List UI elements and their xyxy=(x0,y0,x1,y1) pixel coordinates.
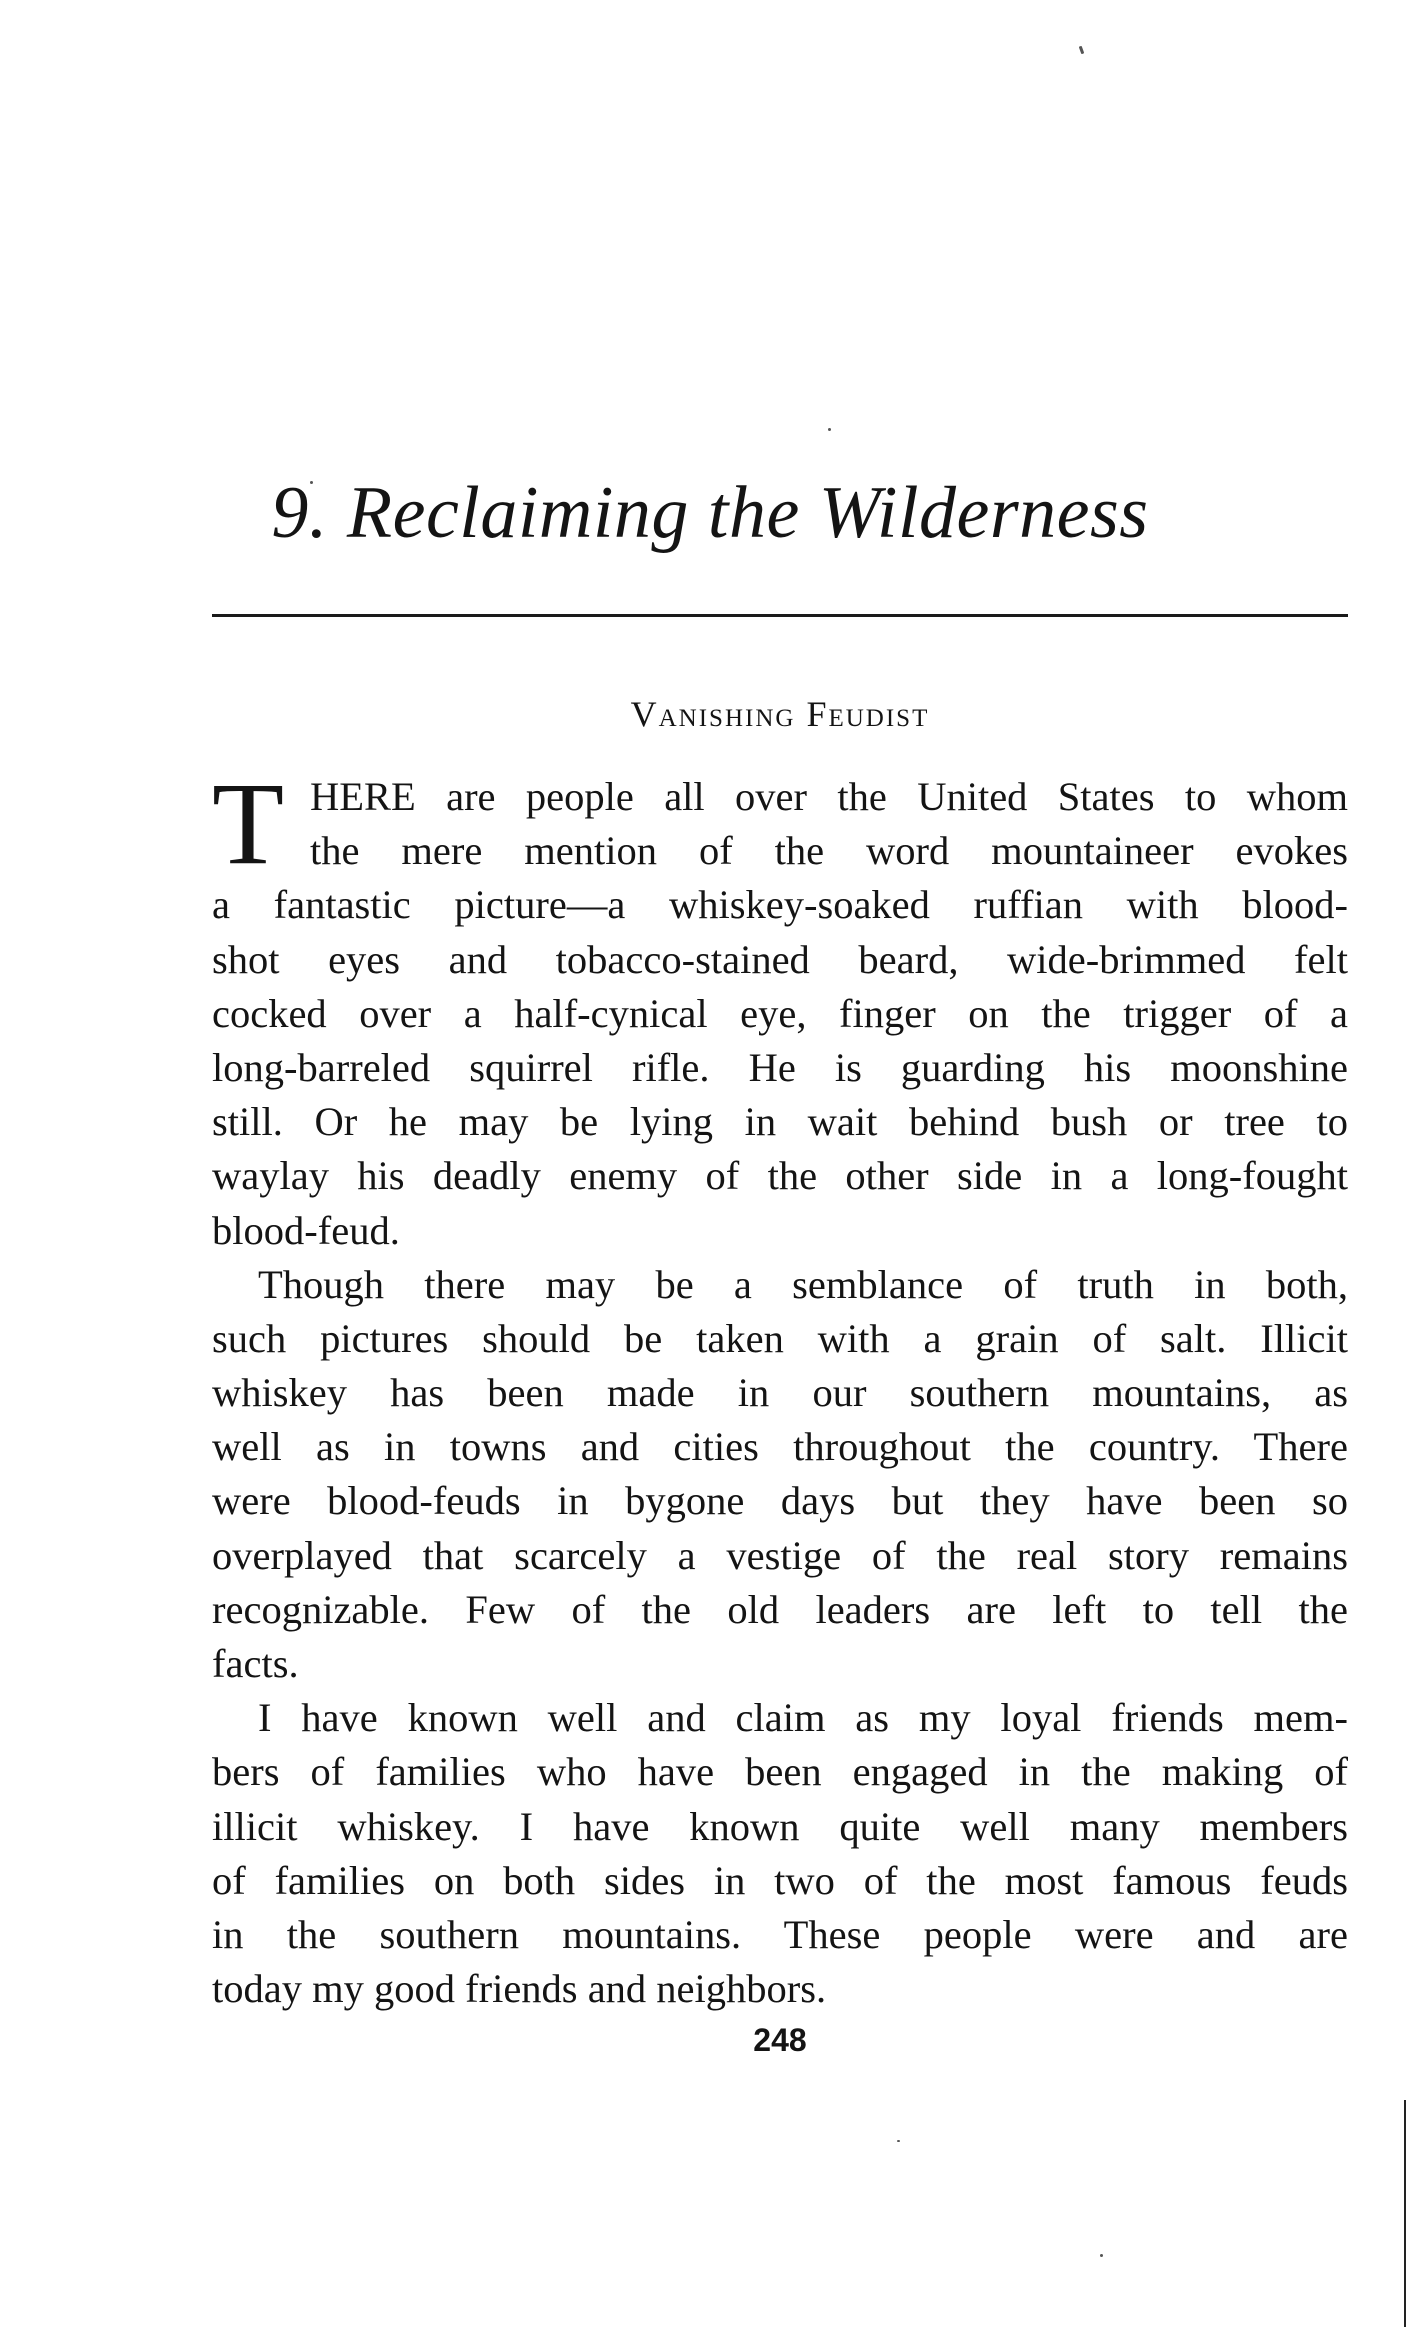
scan-speck xyxy=(897,2140,900,2142)
scan-speck xyxy=(1100,2254,1103,2257)
text-line: shot eyes and tobacco-stained beard, wide-brimmed felt xyxy=(212,936,1348,982)
text-line: recognizable. Few of the old leaders are left to tell the xyxy=(212,1586,1348,1632)
page-number: 248 xyxy=(753,2022,807,2058)
title-rule xyxy=(212,614,1348,617)
text-line: the mere mention of the word mountaineer evokes xyxy=(310,828,1348,874)
text-line: in the southern mountains. These people were and are xyxy=(212,1911,1348,1957)
text-line: illicit whiskey. I have known quite well many members xyxy=(212,1803,1348,1849)
text-line: blood-feud. xyxy=(212,1207,400,1253)
text-line: overplayed that scarcely a vestige of the real story remains xyxy=(212,1532,1348,1578)
drop-cap: T xyxy=(212,758,285,889)
text-line: I have known well and claim as my loyal friends mem- xyxy=(258,1695,1348,1741)
text-line: HERE are people all over the United States to whom xyxy=(310,774,1348,819)
text-line: still. Or he may be lying in wait behind bush or tree to xyxy=(212,1099,1348,1145)
section-heading: Vanishing Feudist xyxy=(630,694,930,734)
text-line: today my good friends and neighbors. xyxy=(212,1966,827,2012)
text-line: well as in towns and cities throughout the country. There xyxy=(212,1424,1348,1470)
text-line: bers of families who have been engaged in the making of xyxy=(212,1749,1348,1795)
text-line: facts. xyxy=(212,1641,299,1686)
text-line: cocked over a half-cynical eye, finger on the trigger of a xyxy=(212,990,1348,1036)
text-line: whiskey has been made in our southern mountains, as xyxy=(212,1370,1348,1416)
scan-speck xyxy=(828,428,831,431)
text-line: of families on both sides in two of the most famous feuds xyxy=(212,1857,1348,1903)
text-line: were blood-feuds in bygone days but they have been so xyxy=(212,1478,1348,1524)
body-text xyxy=(212,758,1348,2016)
text-line: Though there may be a semblance of truth in both, xyxy=(258,1261,1348,1307)
text-line: such pictures should be taken with a grain of salt. Illicit xyxy=(212,1315,1348,1361)
scan-speck xyxy=(1079,46,1085,55)
text-line: a fantastic picture—a whiskey-soaked ruffian with blood- xyxy=(212,882,1348,928)
scan-edge-mark xyxy=(1404,2100,1406,2327)
text-line: waylay his deadly enemy of the other side in a long-fought xyxy=(212,1153,1348,1199)
text-line: long-barreled squirrel rifle. He is guarding his moonshine xyxy=(212,1044,1348,1090)
chapter-title: 9. Reclaiming the Wilderness xyxy=(271,472,1149,554)
